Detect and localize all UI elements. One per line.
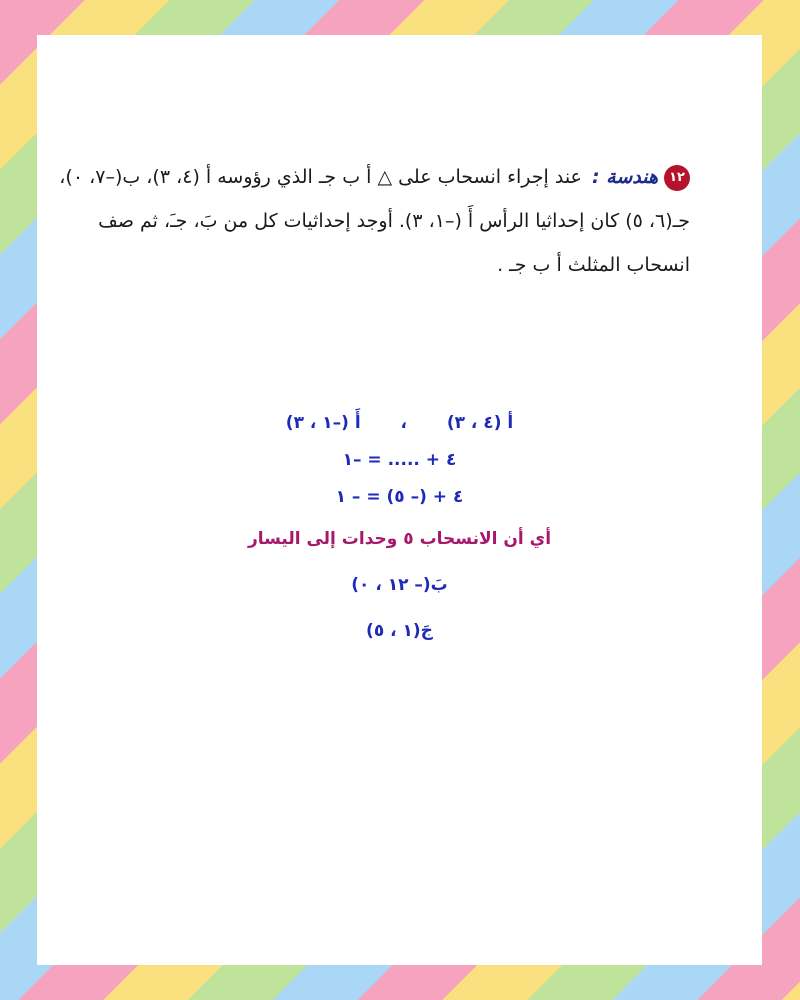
solution-line-2: ٤ + ..... = –١: [342, 450, 457, 470]
solution-line-3: ٤ + (– ٥) = – ١: [335, 487, 464, 507]
problem-text-line-2: جـ(٦، ٥) كان إحداثيا الرأس أَ (–١، ٣). أوجد إحداثيات كل من بَ، جـَ، ثم صف: [98, 210, 690, 232]
problem-line-1: [50, 155, 690, 199]
point-c-prime: جَ(١ ، ٥): [366, 621, 433, 641]
point-a: أ (٤ ، ٣): [446, 413, 514, 433]
problem-text-line-3: انسحاب المثلث أ ب جـ .: [497, 254, 690, 276]
problem-number-badge: ١٢: [664, 165, 690, 191]
translation-description: أي أن الانسحاب ٥ وحدات إلى اليسار: [247, 529, 552, 549]
point-a-prime: أَ (–١ ، ٣): [285, 413, 361, 433]
point-b-prime: بَ(– ١٢ ، ٠): [351, 575, 448, 595]
solution-block: [37, 405, 762, 654]
separator: ،: [400, 413, 407, 433]
problem-label: هندسة :: [591, 166, 658, 188]
solution-line-1: [37, 405, 762, 442]
problem-statement: [50, 155, 690, 287]
problem-text-line-1: عند إجراء انسحاب على △ أ ب جـ الذي رؤوسه أ (٤، ٣)، ب(–٧، ٠)،: [59, 166, 582, 188]
